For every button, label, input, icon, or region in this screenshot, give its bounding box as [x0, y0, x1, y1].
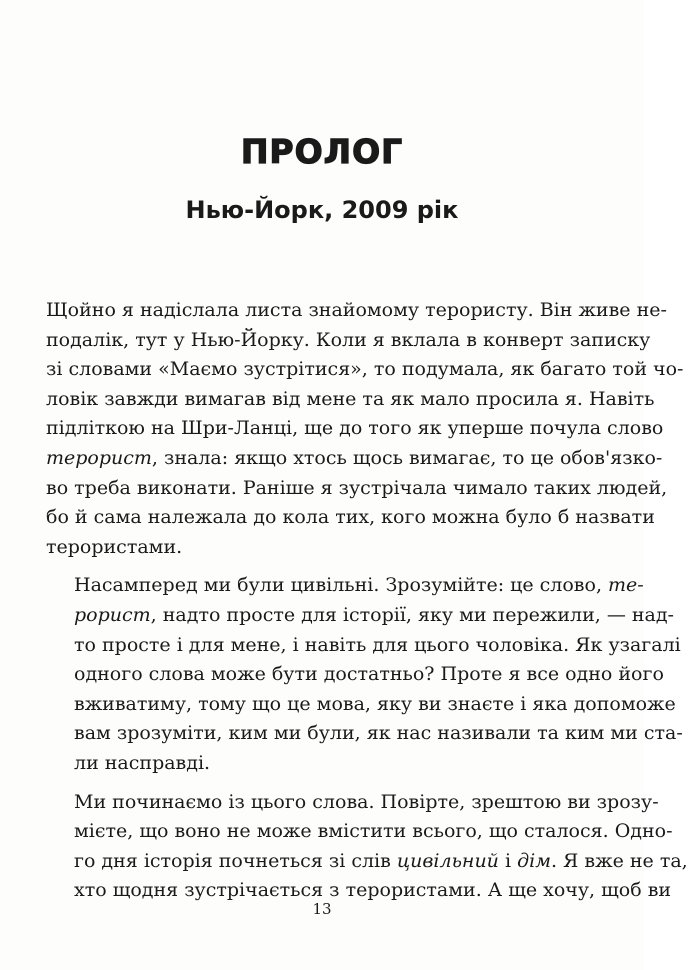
- text-run: мієте, що воно не може вмістити всього, що сталося. Одно-: [74, 820, 673, 843]
- text-run: то просте і для мене, і навіть для цього чоловіка. Як узагалі: [74, 633, 681, 656]
- italic-word: те-: [608, 574, 644, 597]
- chapter-title: ПРОЛОГ: [240, 132, 404, 171]
- text-run: зі словами «Маємо зустрітися», то подумала, як багато той чо-: [46, 358, 684, 381]
- text-line: [46, 326, 651, 356]
- text-run: терористами.: [46, 535, 183, 558]
- text-run: одного слова може бути достатньо? Проте я все одно його: [74, 663, 664, 686]
- text-line: [46, 296, 667, 326]
- text-run: , знала: якщо хтось щось вимагає, то це обов'язко-: [151, 446, 663, 469]
- text-run: Щойно я надіслала листа знайомому терористу. Він живе не-: [46, 299, 667, 321]
- text-line: [46, 355, 684, 385]
- text-line: [46, 788, 659, 818]
- text-line: [46, 385, 655, 415]
- text-line: [46, 474, 668, 504]
- paragraph: [46, 296, 684, 562]
- body-text: [46, 296, 688, 906]
- text-run: Насамперед ми були цивільні. Зрозумійте: це слово,: [74, 574, 609, 597]
- text-run: Ми починаємо із цього слова. Повірте, зрештою ви зрозу-: [74, 790, 659, 813]
- text-line: [46, 847, 688, 877]
- text-line: [46, 571, 644, 601]
- text-run: го дня історія почнеться зі слів: [74, 849, 397, 872]
- text-run: во треба виконати. Раніше я зустрічала чимало таких людей,: [46, 476, 668, 499]
- text-run: і: [498, 849, 518, 872]
- text-line: [46, 533, 562, 563]
- text-line: [46, 414, 664, 444]
- text-line: [46, 690, 676, 720]
- page-number: 13: [312, 900, 332, 918]
- text-run: . Я вже не та,: [550, 849, 688, 872]
- italic-word: дім: [517, 849, 551, 872]
- paragraph: [46, 788, 688, 906]
- text-line: [46, 749, 562, 779]
- chapter-subtitle: Нью-Йорк, 2009 рік: [185, 196, 459, 224]
- text-run: вам зрозуміти, ким ми були, як нас називали та ким ми ста-: [74, 722, 683, 745]
- italic-word: цивільний: [396, 849, 499, 872]
- text-line: [46, 631, 681, 661]
- text-line: [46, 660, 664, 690]
- text-line: [46, 817, 673, 847]
- text-line: [46, 444, 663, 474]
- italic-word: терорист: [46, 446, 152, 469]
- text-run: хто щодня зустрічається з терористами. А ще хочу, щоб ви: [74, 879, 672, 902]
- text-run: , надто просте для історії, яку ми пережили, — над-: [150, 603, 674, 626]
- text-run: подалік, тут у Нью-Йорку. Коли я вклала в конверт записку: [46, 328, 651, 351]
- text-run: ловік завжди вимагав від мене та як мало просила я. Навіть: [46, 387, 655, 410]
- text-run: бо й сама належала до кола тих, кого можна було б назвати: [46, 506, 655, 529]
- text-line: [46, 719, 683, 749]
- paragraph: [46, 571, 683, 778]
- text-run: підліткою на Шри-Ланці, ще до того як уперше почула слово: [46, 417, 664, 440]
- italic-word: рорист: [74, 603, 151, 626]
- text-run: ли насправді.: [74, 751, 211, 774]
- text-run: вживатиму, тому що це мова, яку ви знаєте і яка допоможе: [74, 692, 676, 715]
- text-line: [46, 503, 655, 533]
- text-line: [46, 601, 674, 631]
